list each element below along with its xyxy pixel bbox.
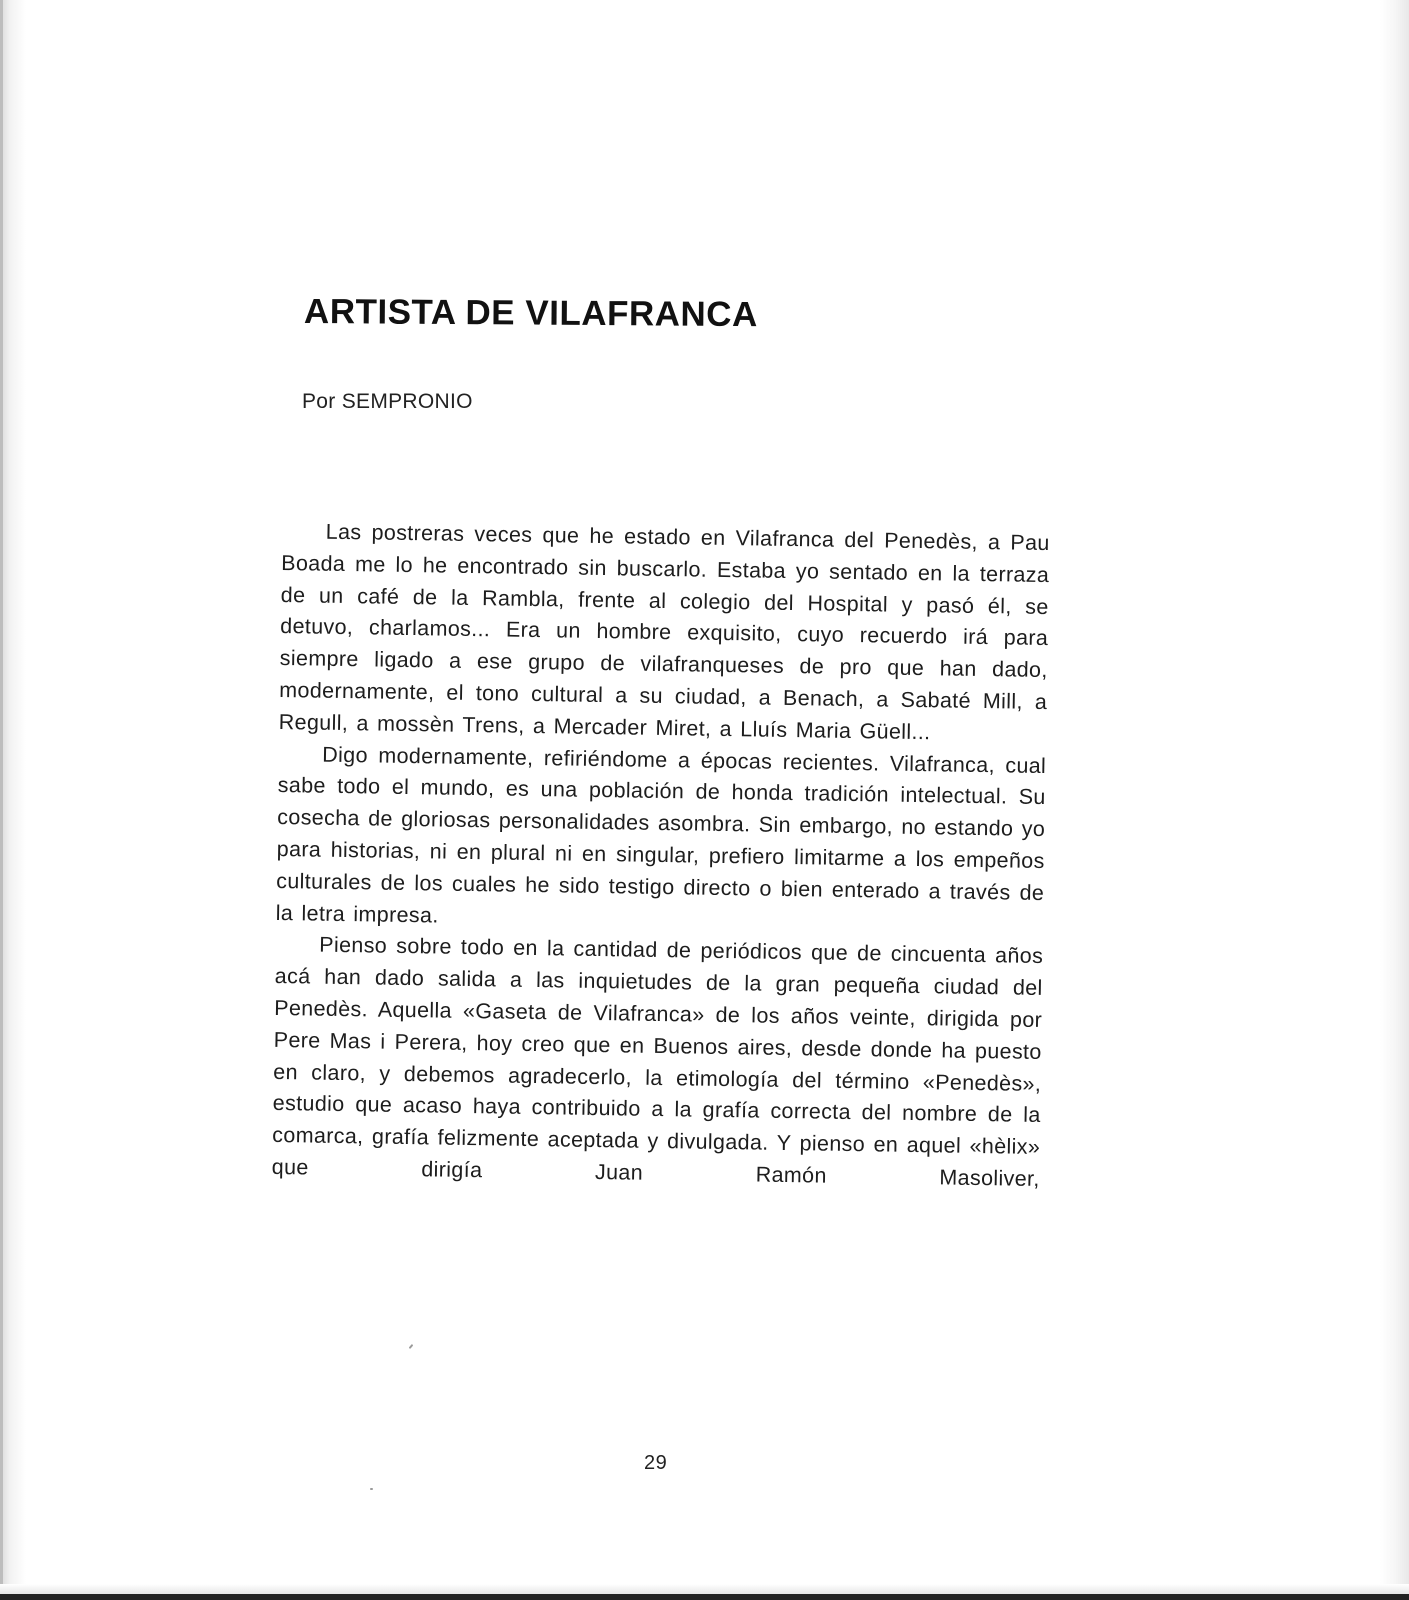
- print-speck: [370, 1488, 373, 1490]
- page-spine-edge: [0, 0, 3, 1600]
- page-bottom-edge: [0, 1594, 1409, 1600]
- article-body: [272, 516, 1050, 1196]
- article-paragraph-2: Digo modernamente, refiriéndome a épocas recientes. Vilafranca, cual sabe todo el mundo, es una población de honda tradición intelectual. Su cosecha de gloriosas personalidades asombra. Sin embargo, no estando yo para historias, ni en plural ni en singular, prefiero limitarme a los empeños culturales de los cuales he sido testigo directo o bien enterado a través de la letra impresa.: [275, 742, 1047, 928]
- article-title: ARTISTA DE VILAFRANCA: [303, 292, 758, 335]
- article-byline: Por SEMPRONIO: [302, 390, 473, 413]
- article-paragraph-1: Las postreras veces que he estado en Vilafranca del Penedès, a Pau Boada me lo he encontrado sin buscarlo. Estaba yo sentado en la terraza de un café de la Rambla, frente al colegio del Hospital y pasó él, se detuvo, charlamos... Era un hombre exquisito, cuyo recuerdo irá para siempre ligado a ese grupo de vilafranqueses de pro que han dado, modernamente, el tono cultural a su ciudad, a Benach, a Sabaté Mill, a Regull, a mossèn Trens, a Mercader Miret, a Lluís Maria Güell...: [278, 519, 1050, 744]
- article-paragraph-3: Pienso sobre todo en la cantidad de periódicos que de cincuenta años acá han dado salida a las inquietudes de la gran pequeña ciudad del Penedès. Aquella «Gaseta de Vilafranca» de los años veinte, dirigida por Pere Mas i Perera, hoy creo que en Buenos aires, desde donde ha puesto en claro, y debemos agradecerlo, la etimología del término «Penedès», estudio que acaso haya contribuido a la grafía correcta del nombre de la comarca, grafía felizmente aceptada y divulgada. Y pienso en aquel «hèlix» que dirigía Juan Ramón Masoliver,: [271, 932, 1044, 1191]
- page-number: 29: [644, 1452, 668, 1474]
- page-bottom-shadow: [0, 1584, 1409, 1594]
- print-speck: [409, 1344, 414, 1349]
